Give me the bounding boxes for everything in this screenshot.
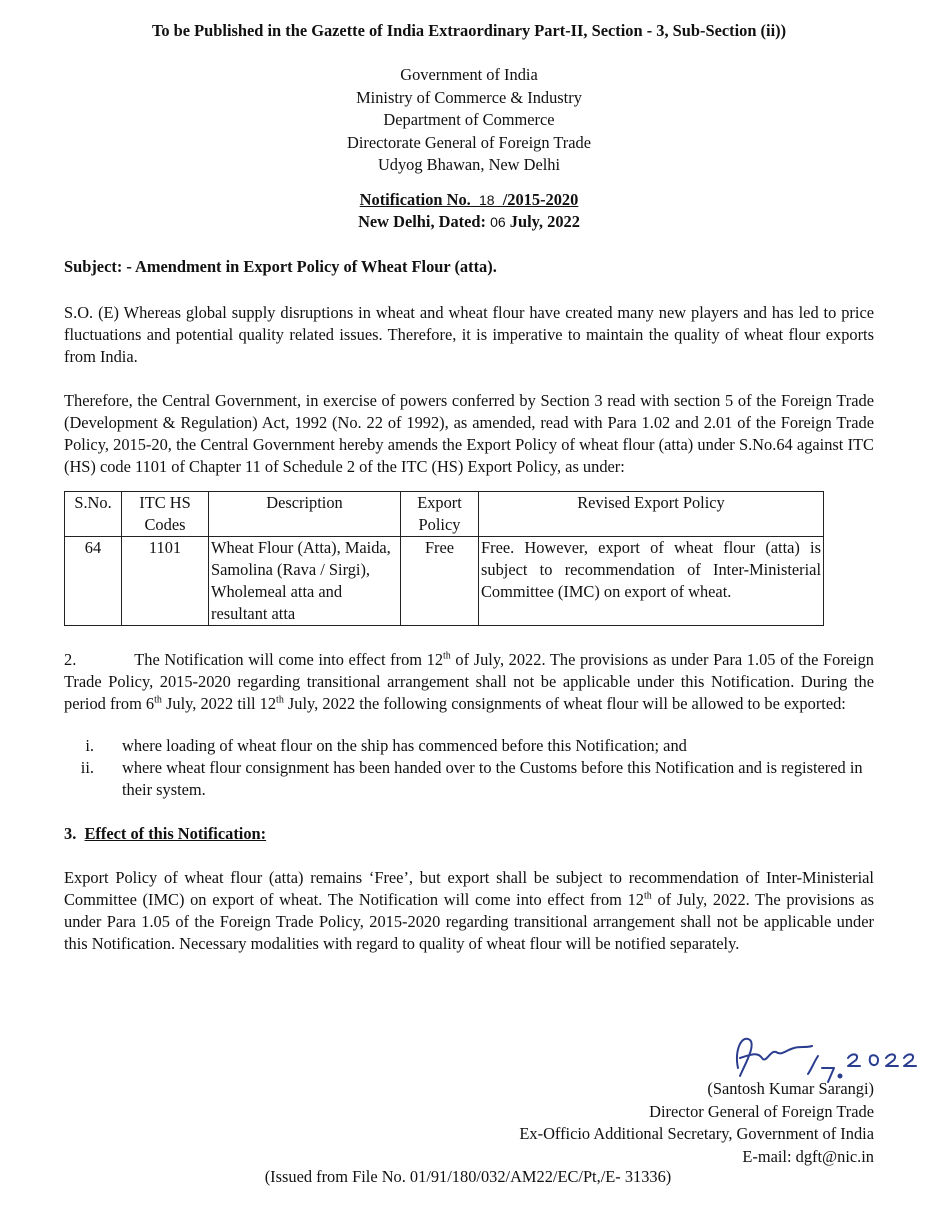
org-line-address: Udyog Bhawan, New Delhi	[377, 155, 561, 174]
amendment-paragraph: Therefore, the Central Government, in exercise of powers conferred by Section 3 read with section 5 of the Foreign Trade (Development & Regulation) Act, 1992 (No. 22 of 1992), as amended, read with Para 1.02 and 2.01 of the Foreign Trade Policy, 2015-20, the Central Government hereby amends the Export Policy of wheat flour (atta) under S.No.64 against ITC (HS) code 1101 of Chapter 11 of Schedule 2 of the ITC (HS) Export Policy, as under:	[64, 390, 874, 476]
notification-day-value: 06	[490, 213, 506, 230]
list-item	[64, 757, 874, 801]
notification-number-value: 18	[478, 191, 495, 208]
cell-sno: 64	[65, 536, 122, 625]
notification-number: Notification No. 18 /2015-2020	[359, 189, 579, 209]
header-export-policy: Export Policy	[401, 491, 479, 536]
header-revised-export-policy: Revised Export Policy	[479, 491, 824, 536]
org-line-directorate: Directorate General of Foreign Trade	[347, 132, 591, 152]
gazette-notification	[64, 20, 874, 955]
list-item-text: where wheat flour consignment has been handed over to the Customs before this Notification and is registered in their system.	[122, 757, 863, 799]
issued-from-file: (Issued from File No. 01/91/180/032/AM22/EC/Pt,/E- 31336)	[264, 1167, 672, 1186]
list-item-number: i.	[85, 735, 94, 755]
signatory-title: Director General of Foreign Trade	[649, 1101, 874, 1121]
org-line-government: Government of India	[400, 65, 538, 84]
list-item-number: ii.	[80, 757, 94, 777]
section-2-number: 2.	[64, 649, 77, 669]
section-2-paragraph: 2. The Notification will come into effect from 12th of July, 2022. The provisions as under Para 1.05 of the Foreign Trade Policy, 2015-2020 regarding transitional arrangement shall not be applicable under this Notification. During the period from 6th July, 2022 till 12th July, 2022 the following consignments of wheat flour will be allowed to be exported:	[64, 649, 875, 713]
consignment-conditions-list	[64, 735, 874, 801]
section-3-title: Effect of this Notification:	[84, 823, 267, 843]
table-row	[65, 536, 824, 625]
org-line-department: Department of Commerce	[383, 110, 555, 129]
preamble-paragraph: S.O. (E) Whereas global supply disruptions in wheat and wheat flour have created many new players and has led to price fluctuations and potential quality related issues. Therefore, it is imperative to maintain the quality of wheat flour exports from India.	[64, 302, 874, 366]
org-line-ministry: Ministry of Commerce & Industry	[356, 87, 582, 107]
section-3-heading	[64, 823, 874, 845]
publication-line: To be Published in the Gazette of India Extraordinary Part-II, Section - 3, Sub-Section (ii))	[151, 21, 787, 40]
subject-line: Subject: - Amendment in Export Policy of Wheat Flour (atta).	[64, 256, 497, 276]
header-itc-hs-codes: ITC HS Codes	[122, 491, 209, 536]
list-item-text: where loading of wheat flour on the ship has commenced before this Notification; and	[122, 735, 687, 755]
cell-revised-export-policy: Free. However, export of wheat flour (atta) is subject to recommendation of Inter-Ministerial Committee (IMC) on export of wheat.	[479, 536, 824, 625]
table-header-row	[65, 491, 824, 536]
cell-export-policy: Free	[401, 536, 479, 625]
section-3-number: 3.	[64, 823, 77, 843]
header-sno: S.No.	[65, 491, 122, 536]
cell-description: Wheat Flour (Atta), Maida, Samolina (Rava / Sirgi), Wholemeal atta and resultant atta	[209, 536, 401, 625]
cell-itc-hs-code: 1101	[122, 536, 209, 625]
section-3-paragraph: Export Policy of wheat flour (atta) remains ‘Free’, but export shall be subject to recommendation of Inter-Ministerial Committee (IMC) on export of wheat. The Notification will come into effect from 12th of July, 2022. The provisions as under Para 1.05 of the Foreign Trade Policy, 2015-2020 regarding transitional arrangement shall not be applicable under this Notification. Necessary modalities with regard to quality of wheat flour will be notified separately.	[64, 867, 874, 953]
list-item	[64, 735, 874, 757]
signatory-email: E-mail: dgft@nic.in	[742, 1146, 874, 1166]
notification-info	[64, 189, 874, 233]
notification-date: New Delhi, Dated: 06 July, 2022	[358, 211, 580, 231]
export-policy-table	[64, 491, 824, 626]
issuing-authority	[64, 64, 874, 177]
signatory-office: Ex-Officio Additional Secretary, Government of India	[519, 1124, 874, 1143]
signatory-name: (Santosh Kumar Sarangi)	[707, 1079, 874, 1098]
header-description: Description	[209, 491, 401, 536]
signatory-block	[519, 1078, 874, 1168]
